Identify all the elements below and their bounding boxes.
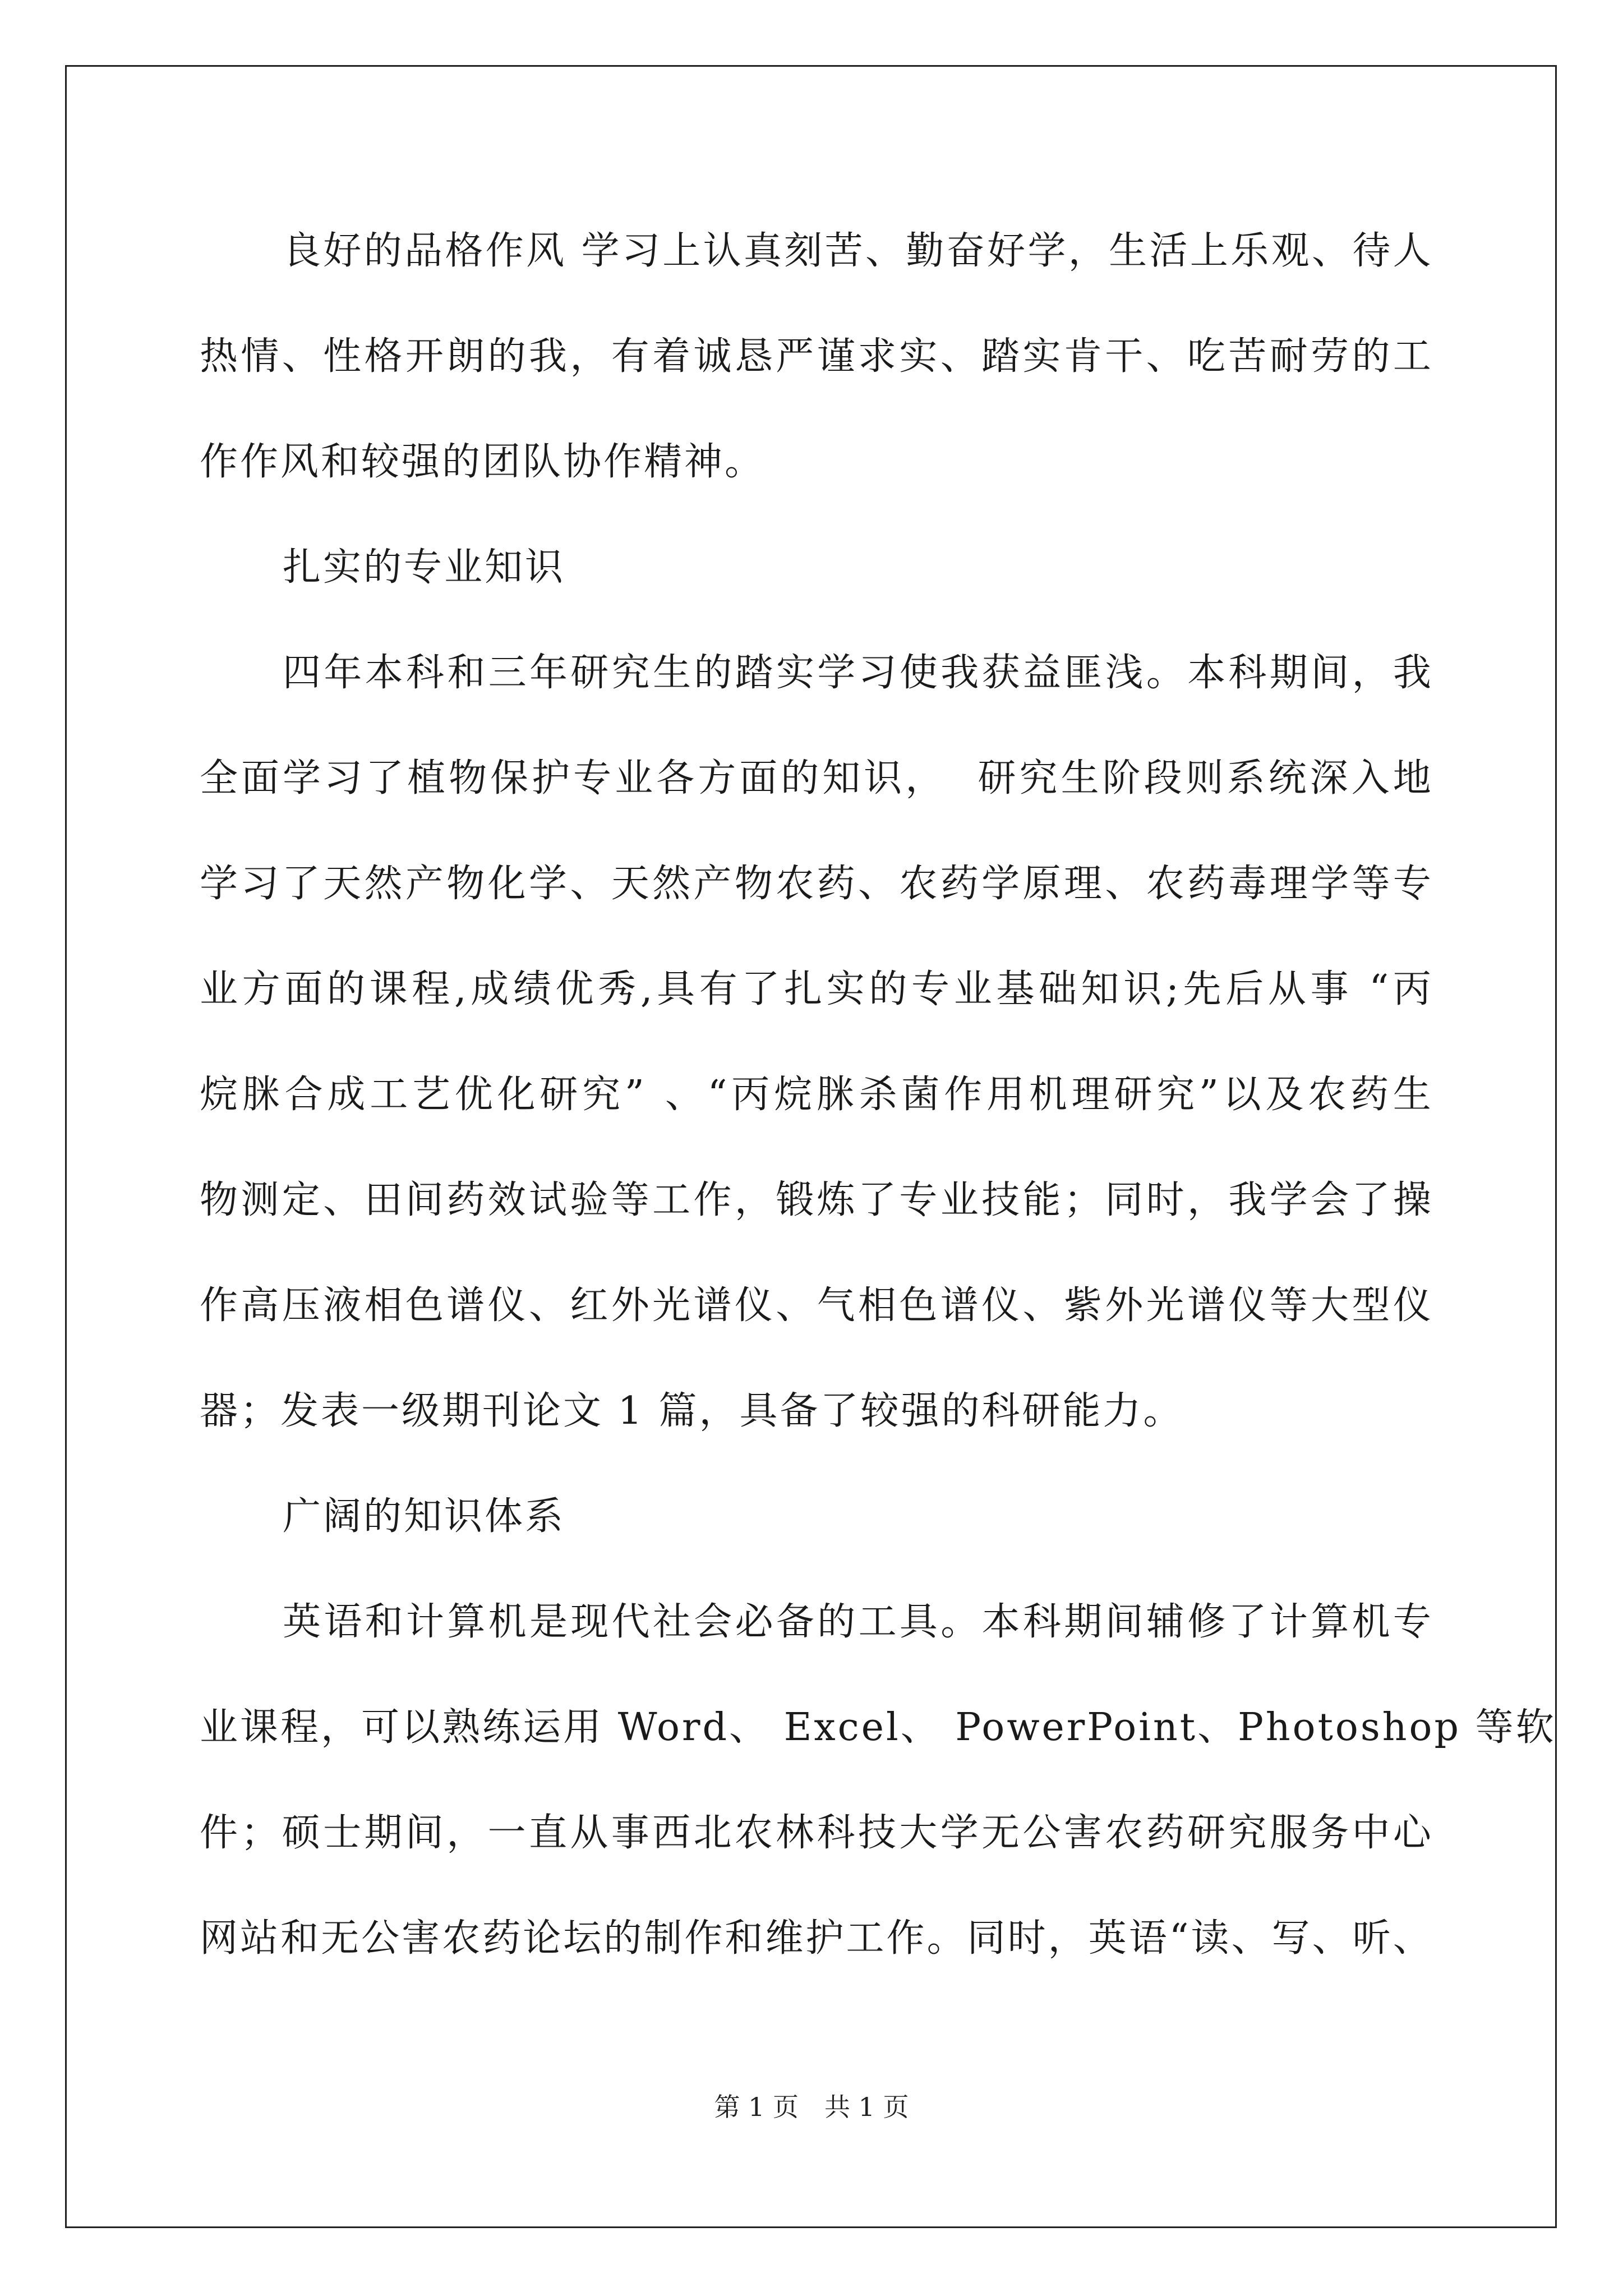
document-body (200, 218, 1556, 2010)
text-line: 热 情 、 性 格 开 朗 的 我 ， 有 着 诚 恳 严 谨 求 实 、 踏 实 肯 干 、 吃 苦 耐 劳 的 工 (200, 334, 1433, 379)
section-heading: 广阔的知识体系 (283, 1494, 566, 1539)
text-line: 良 好 的 品 格 作 风 学 习 上 认 真 刻 苦 、 勤 奋 好 学 ， 生 活 上 乐 观 、 待 人 (283, 229, 1433, 273)
text-line: 器；发表一级期刊论文 1 篇，具备了较强的科研能力。 (200, 1389, 1184, 1433)
page-footer: 第 1 页 共 1 页 (714, 2092, 909, 2122)
section-heading: 扎实的专业知识 (283, 545, 566, 590)
text-line: 烷 脒 合 成 工 艺 优 化 研 究 ” 、 “ 丙 烷 脒 杀 菌 作 用 机 理 研 究 ” 以 及 农 药 生 (200, 1073, 1433, 1117)
text-line: 业 课 程 ， 可 以 熟 练 运 用 Word 、 Excel 、 PowerPoint 、 Photoshop 等 软 (200, 1705, 1556, 1750)
text-line: 全 面 学 习 了 植 物 保 护 专 业 各 方 面 的 知 识 ， 研 究 生 阶 段 则 系 统 深 入 地 (200, 756, 1433, 800)
text-line: 物 测 定 、 田 间 药 效 试 验 等 工 作 ， 锻 炼 了 专 业 技 能 ； 同 时 ， 我 学 会 了 操 (200, 1178, 1433, 1222)
text-line: 件 ； 硕 士 期 间 ， 一 直 从 事 西 北 农 林 科 技 大 学 无 公 害 农 药 研 究 服 务 中 心 (200, 1811, 1433, 1855)
text-line: 学 习 了 天 然 产 物 化 学 、 天 然 产 物 农 药 、 农 药 学 原 理 、 农 药 毒 理 学 等 专 (200, 862, 1433, 906)
text-line: 英 语 和 计 算 机 是 现 代 社 会 必 备 的 工 具 。 本 科 期 间 辅 修 了 计 算 机 专 (283, 1600, 1433, 1644)
text-line: 业 方 面 的 课 程 , 成 绩 优 秀 , 具 有 了 扎 实 的 专 业 基 础 知 识 ; 先 后 从 事 “ 丙 (200, 967, 1433, 1011)
text-line: 四 年 本 科 和 三 年 研 究 生 的 踏 实 学 习 使 我 获 益 匪 浅 。 本 科 期 间 ， 我 (283, 651, 1433, 695)
text-line: 作 高 压 液 相 色 谱 仪 、 红 外 光 谱 仪 、 气 相 色 谱 仪 、 紫 外 光 谱 仪 等 大 型 仪 (200, 1283, 1433, 1328)
text-line: 作作风和较强的团队协作精神。 (200, 440, 766, 484)
text-line: 网 站 和 无 公 害 农 药 论 坛 的 制 作 和 维 护 工 作 。 同 时 ， 英 语 “ 读 、 写 、 听 、 (200, 1916, 1433, 1961)
